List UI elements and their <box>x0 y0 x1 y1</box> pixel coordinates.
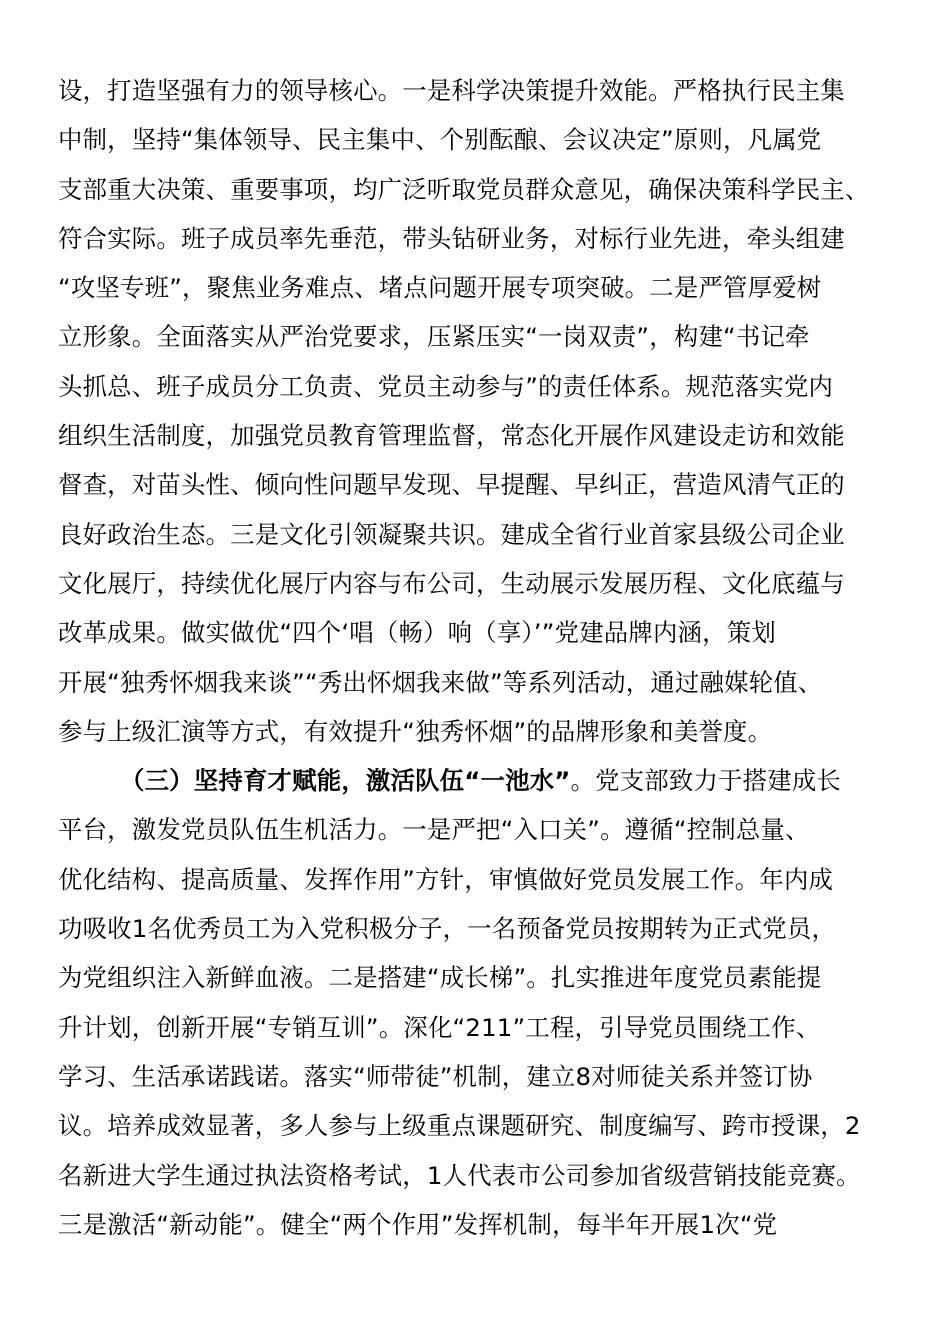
text-line: 良好政治生态。三是文化引领凝聚共识。建成全省行业首家县级公司企业 <box>58 519 845 549</box>
text-line: 头抓总、班子成员分工负责、党员主动参与”的责任体系。规范落实党内 <box>58 371 834 401</box>
text-line: 符合实际。班子成员率先垂范，带头钻研业务，对标行业先进，牵头组建 <box>58 223 845 253</box>
text-line: 参与上级汇演等方式，有效提升“独秀怀烟”的品牌形象和美誉度。 <box>58 716 773 746</box>
text-line: 优化结构、提高质量、发挥作用”方针，审慎做好党员发展工作。年内成 <box>58 864 834 894</box>
text-line: 组织生活制度，加强党员教育管理监督，常态化开展作风建设走访和效能 <box>58 421 845 451</box>
text-line: 支部重大决策、重要事项，均广泛听取党员群众意见，确保决策科学民主、 <box>58 174 870 204</box>
text-line: 立形象。全面落实从严治党要求，压紧压实“一岗双责”，构建“书记牵 <box>58 322 810 352</box>
text-line: 中制，坚持“集体领导、民主集中、个别酝酿、会议决定”原则，凡属党 <box>58 125 822 155</box>
section-heading-line <box>58 756 888 805</box>
text-line: 升计划，创新开展“专销互训”。深化“211”工程，引导党员围绕工作、 <box>58 1012 821 1042</box>
text-line: 督查，对苗头性、倾向性问题早发现、早提醒、早纠正，营造风清气正的 <box>58 470 845 500</box>
section-heading-continuation: 。党支部致力于搭建成长 <box>570 766 842 796</box>
text-line: 平台，激发党员队伍生机活力。一是严把“入口关”。遵循“控制总量、 <box>58 815 810 845</box>
text-line: 改革成果。做实做优“四个‘唱（畅）响（享）’”党建品牌内涵，策划 <box>58 618 776 648</box>
text-line: “攻坚专班”，聚焦业务难点、堵点问题开展专项突破。二是严管厚爱树 <box>58 273 822 303</box>
text-line: 功吸收1名优秀员工为入党积极分子，一名预备党员按期转为正式党员， <box>58 914 837 944</box>
text-line: 设，打造坚强有力的领导核心。一是科学决策提升效能。严格执行民主集 <box>58 76 845 105</box>
text-line: 名新进大学生通过执法资格考试，1人代表市公司参加省级营销技能竞赛。 <box>58 1160 861 1190</box>
text-line: 议。培养成效显著，多人参与上级重点课题研究、制度编写、跨市授课，2 <box>58 1111 861 1141</box>
text-line: 文化展厅，持续优化展厅内容与布公司，生动展示发展历程、文化底蕴与 <box>58 568 845 598</box>
text-line: 开展“独秀怀烟我来谈”“秀出怀烟我来做”等系列活动，通过融媒轮值、 <box>58 667 823 697</box>
text-line: 为党组织注入新鲜血液。二是搭建“成长梯”。扎实推进年度党员素能提 <box>58 963 822 993</box>
text-line: 学习、生活承诺践诺。落实“师带徒”机制，建立8对师徒关系并签订协 <box>58 1061 813 1091</box>
text-line: 三是激活“新动能”。健全“两个作用”发挥机制，每半年开展1次“党 <box>58 1209 778 1239</box>
section-heading: （三）坚持育才赋能，激活队伍“一池水” <box>120 766 571 796</box>
document-page <box>58 66 888 1249</box>
